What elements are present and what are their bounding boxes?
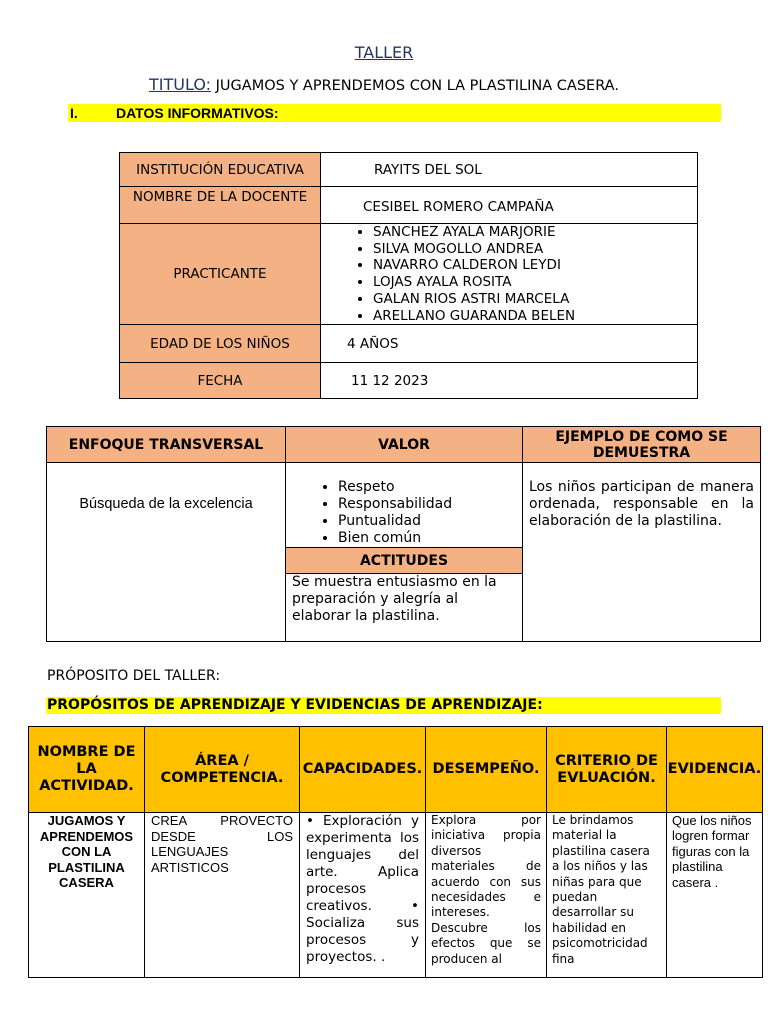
institucion-value: RAYITS DEL SOL xyxy=(321,153,698,187)
practicante-label: PRACTICANTE xyxy=(120,224,321,325)
header-valor: VALOR xyxy=(286,427,523,463)
section-number: I. xyxy=(70,105,78,121)
list-item: • LOJAS AYALA ROSITA xyxy=(373,274,697,291)
header-ejemplo: EJEMPLO DE COMO SE DEMUESTRA xyxy=(523,427,761,463)
list-item: • SILVA MOGOLLO ANDREA xyxy=(373,241,697,258)
capacidades-cell: • Exploración y experimenta los lenguajes del arte. Aplica procesos creativos. • Socializa sus procesos y proyectos. . xyxy=(300,813,426,978)
edad-value: 4 AÑOS xyxy=(321,325,698,363)
header-actitudes: ACTITUDES xyxy=(286,548,523,574)
page-title: TALLER xyxy=(354,43,414,62)
list-item: • Bien común xyxy=(338,530,522,547)
enfoque-cell: Búsqueda de la excelencia xyxy=(47,463,286,642)
valores-list xyxy=(286,479,522,547)
header-capacidades: CAPACIDADES. xyxy=(300,727,426,813)
info-table xyxy=(119,152,698,399)
header-evidencia: EVIDENCIA. xyxy=(667,727,763,813)
propositos-heading xyxy=(46,697,721,714)
section-heading-datos xyxy=(68,104,721,122)
header-enfoque: ENFOQUE TRANSVERSAL xyxy=(47,427,286,463)
list-item: • Puntualidad xyxy=(338,513,522,530)
actitudes-cell: Se muestra entusiasmo en la preparación y alegría al elaborar la plastilina. xyxy=(286,574,523,642)
practicante-list xyxy=(321,224,697,324)
header-area: ÁREA / COMPETENCIA. xyxy=(145,727,300,813)
list-item: • Responsabilidad xyxy=(338,496,522,513)
fecha-label: FECHA xyxy=(120,363,321,399)
ejemplo-cell: Los niños participan de manera ordenada, responsable en la elaboración de la plastilina. xyxy=(523,463,761,642)
evidencia-cell: Que los niños logren formar figuras con la plastilina casera . xyxy=(667,813,763,978)
list-item: • GALAN RIOS ASTRI MARCELA xyxy=(373,291,697,308)
title-text: JUGAMOS Y APRENDEMOS CON LA PLASTILINA CASERA. xyxy=(211,78,619,94)
enfoque-table xyxy=(46,426,761,642)
proposito-label: PRÓPOSITO DEL TALLER: xyxy=(47,668,221,684)
fecha-value: 11 12 2023 xyxy=(321,363,698,399)
edad-label: EDAD DE LOS NIÑOS xyxy=(120,325,321,363)
header-actividad: NOMBRE DE LA ACTIVIDAD. xyxy=(29,727,145,813)
area-cell: CREA PROVECTO DESDE LOS LENGUAJES ARTISTICOS xyxy=(145,813,300,978)
practicante-list-cell xyxy=(321,224,698,325)
list-item: • NAVARRO CALDERON LEYDI xyxy=(373,257,697,274)
list-item: • Respeto xyxy=(338,479,522,496)
actividad-cell: JUGAMOS Y APRENDEMOS CON LA PLASTILINA CASERA xyxy=(29,813,145,978)
list-item: • ARELLANO GUARANDA BELEN xyxy=(373,308,697,325)
section-title: DATOS INFORMATIVOS: xyxy=(116,105,279,121)
propositos-title: PROPÓSITOS DE APRENDIZAJE Y EVIDENCIAS DE APRENDIZAJE: xyxy=(47,697,543,713)
aprendizaje-table xyxy=(28,726,763,978)
criterio-cell: Le brindamos material la plastilina casera a los niños y las niñas para que puedan desarrollar su habilidad en psicomotricidad fina xyxy=(547,813,667,978)
desempeno-cell: Explora por iniciativa propia diversos materiales de acuerdo con sus necesidades e intereses. Descubre los efectos que se producen al xyxy=(426,813,547,978)
header-desempeno: DESEMPEÑO. xyxy=(426,727,547,813)
docente-label: NOMBRE DE LA DOCENTE xyxy=(120,187,321,224)
institucion-label: INSTITUCIÓN EDUCATIVA xyxy=(120,153,321,187)
title-label: TITULO: xyxy=(149,75,212,94)
docente-value: CESIBEL ROMERO CAMPAÑA xyxy=(321,187,698,224)
valores-cell xyxy=(286,463,523,548)
list-item: • SANCHEZ AYALA MARJORIE xyxy=(373,224,697,241)
title-line xyxy=(0,75,768,94)
header-criterio: CRITERIO DE EVLUACIÓN. xyxy=(547,727,667,813)
